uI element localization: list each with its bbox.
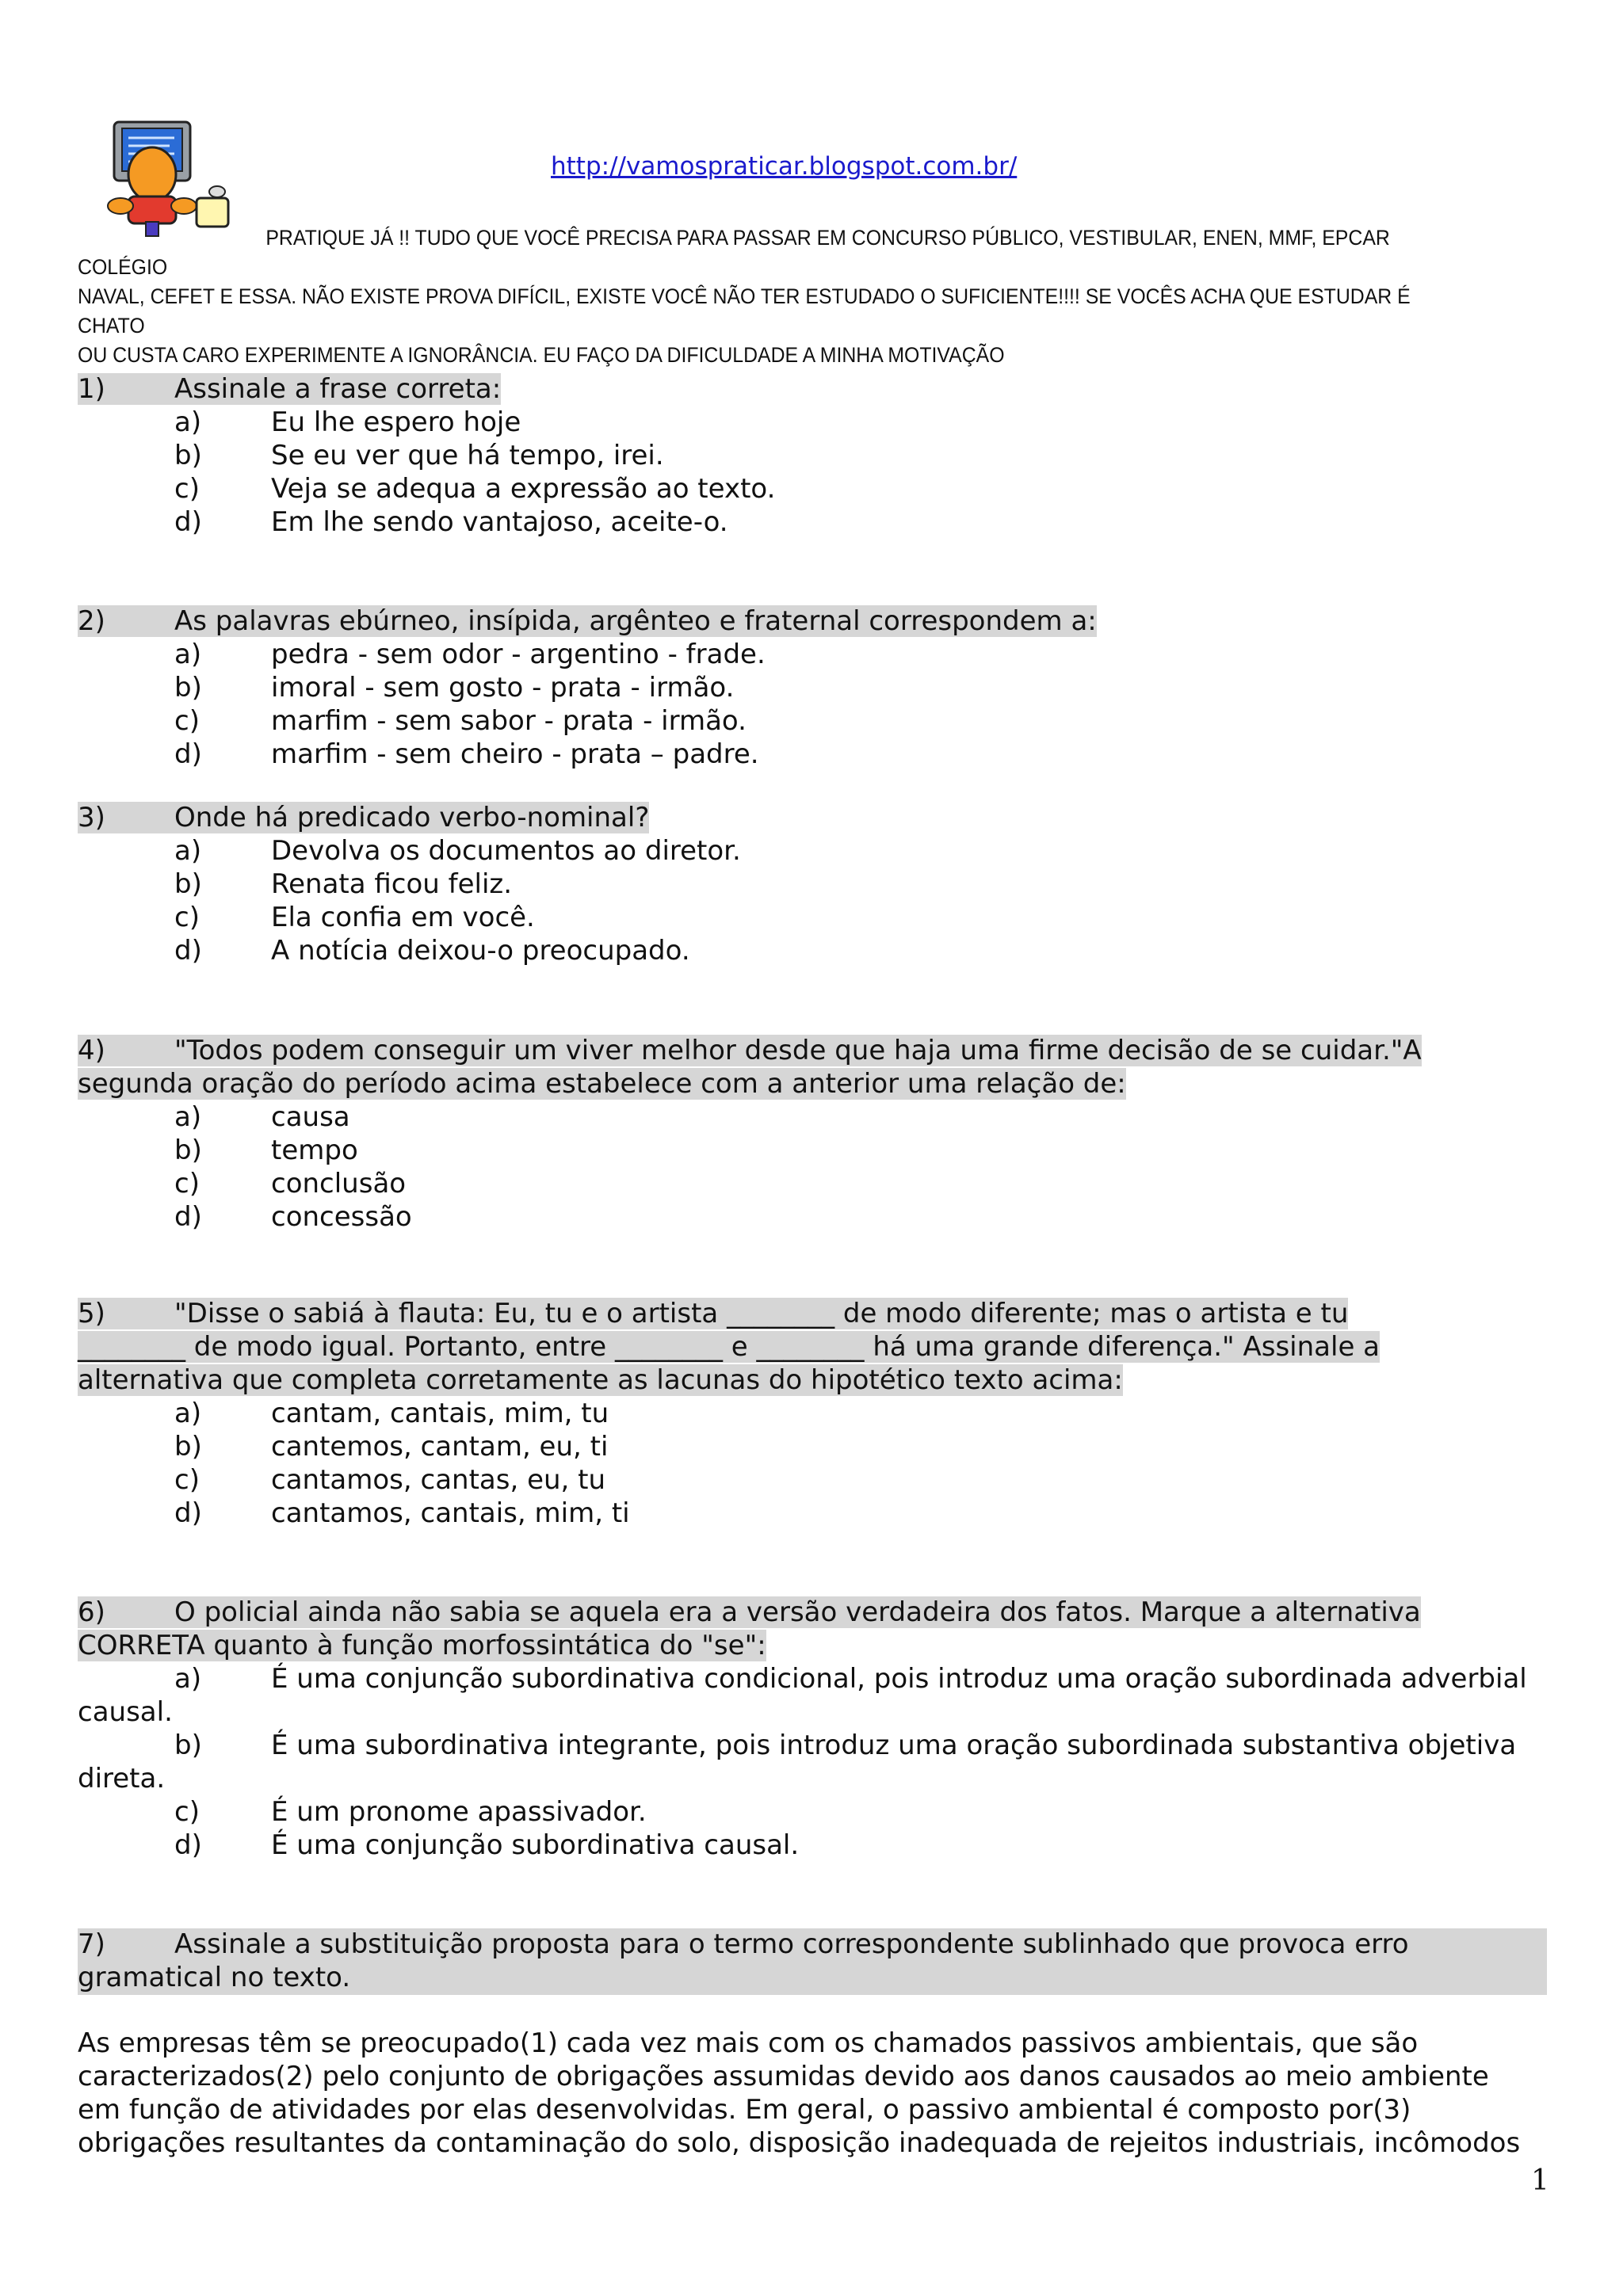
promo-line-2: NAVAL, CEFET E ESSA. NÃO EXISTE PROVA DIFÍCIL, EXISTE VOCÊ NÃO TER ESTUDADO O SUFICIENTE!!!! SE VOCÊS ACHA QUE ESTUDAR É CHATO: [78, 284, 1411, 338]
computer-cartoon-logo: [98, 119, 241, 239]
question-3-stem: 3) Onde há predicado verbo-nominal?: [78, 802, 650, 833]
passage-line-2: caracterizados(2) pelo conjunto de obrigações assumidas devido aos danos causados ao meio ambiente: [78, 2061, 1489, 2092]
question-2: [78, 605, 1097, 771]
question-2-stem: 2) As palavras ebúrneo, insípida, argênteo e fraternal correspondem a:: [78, 605, 1097, 637]
question-1-option-d[interactable]: d) Em lhe sendo vantajoso, aceite-o.: [174, 506, 728, 538]
page-number: 1: [1531, 2164, 1549, 2197]
question-5-stem-line-3: alternativa que completa corretamente as lacunas do hipotético texto acima:: [78, 1364, 1123, 1396]
promo-line-3: OU CUSTA CARO EXPERIMENTE A IGNORÂNCIA. EU FAÇO DA DIFICULDADE A MINHA MOTIVAÇÃO: [78, 343, 1005, 367]
question-6-stem-line-1: 6) O policial ainda não sabia se aquela era a versão verdadeira dos fatos. Marque a alternativa: [78, 1596, 1421, 1628]
question-2-option-d[interactable]: d) marfim - sem cheiro - prata – padre.: [174, 738, 759, 770]
question-1-option-a[interactable]: a) Eu lhe espero hoje: [174, 406, 521, 438]
question-5-option-a[interactable]: a) cantam, cantais, mim, tu: [174, 1398, 609, 1429]
question-3: [78, 801, 741, 967]
question-3-option-c[interactable]: c) Ela confia em você.: [174, 902, 535, 933]
blog-url-link[interactable]: http://vamospraticar.blogspot.com.br/: [551, 152, 1018, 181]
question-4-option-c[interactable]: c) conclusão: [174, 1168, 407, 1199]
question-7-passage: [78, 2027, 1552, 2160]
question-4-option-d[interactable]: d) concessão: [174, 1201, 412, 1233]
question-5-option-b[interactable]: b) cantemos, cantam, eu, ti: [174, 1431, 609, 1463]
question-6-option-b[interactable]: b) É uma subordinativa integrante, pois introduz uma oração subordinada substantiva objetiva direta.: [78, 1730, 1517, 1794]
question-3-option-a[interactable]: a) Devolva os documentos ao diretor.: [174, 835, 741, 867]
question-6-stem-line-2: CORRETA quanto à função morfossintática do "se":: [78, 1630, 766, 1661]
question-1-stem: 1) Assinale a frase correta:: [78, 373, 502, 405]
question-4-stem-line-1: 4) "Todos podem conseguir um viver melhor desde que haja uma firme decisão de se cuidar."A: [78, 1035, 1422, 1066]
passage-line-3: em função de atividades por elas desenvolvidas. Em geral, o passivo ambiental é composto por(3): [78, 2094, 1411, 2126]
passage-line-4: obrigações resultantes da contaminação do solo, disposição inadequada de rejeitos industriais, incômodos: [78, 2127, 1521, 2159]
question-2-option-a[interactable]: a) pedra - sem odor - argentino - frade.: [174, 639, 766, 670]
question-5-stem-line-2: ________ de modo igual. Portanto, entre ________ e ________ há uma grande diferença." Assinale a: [78, 1331, 1381, 1363]
question-1: [78, 372, 775, 539]
question-2-option-c[interactable]: c) marfim - sem sabor - prata - irmão.: [174, 705, 747, 737]
question-7-stem-line-1: 7) Assinale a substituição proposta para o termo correspondente sublinhado que provoca erro: [78, 1928, 1409, 1960]
question-3-option-b[interactable]: b) Renata ficou feliz.: [174, 868, 513, 900]
question-6-option-a[interactable]: a) É uma conjunção subordinativa condicional, pois introduz uma oração subordinada adverbial causal.: [78, 1663, 1527, 1728]
question-5-stem-line-1: 5) "Disse o sabiá à flauta: Eu, tu e o artista ________ de modo diferente; mas o artista e tu: [78, 1298, 1349, 1329]
question-6: [78, 1596, 1527, 1862]
promo-text: [78, 223, 1434, 370]
question-3-option-d[interactable]: d) A notícia deixou-o preocupado.: [174, 935, 690, 967]
question-6-option-d[interactable]: d) É uma conjunção subordinativa causal.: [174, 1829, 800, 1861]
question-4-option-b[interactable]: b) tempo: [174, 1135, 358, 1166]
question-5-option-d[interactable]: d) cantamos, cantais, mim, ti: [174, 1497, 630, 1529]
question-2-option-b[interactable]: b) imoral - sem gosto - prata - irmão.: [174, 672, 735, 704]
question-7-stem-line-2: gramatical no texto.: [78, 1962, 351, 1993]
question-1-option-c[interactable]: c) Veja se adequa a expressão ao texto.: [174, 473, 776, 505]
question-4-option-a[interactable]: a) causa: [174, 1101, 350, 1133]
passage-line-1: As empresas têm se preocupado(1) cada vez mais com os chamados passivos ambientais, que são: [78, 2027, 1419, 2059]
question-1-option-b[interactable]: b) Se eu ver que há tempo, irei.: [174, 440, 664, 471]
question-5: [78, 1297, 1380, 1530]
question-6-option-c[interactable]: c) É um pronome apassivador.: [174, 1796, 647, 1828]
question-4: [78, 1034, 1422, 1234]
question-4-stem-line-2: segunda oração do período acima estabelece com a anterior uma relação de:: [78, 1068, 1126, 1100]
question-7: [78, 1928, 1409, 1994]
promo-line-1: PRATIQUE JÁ !! TUDO QUE VOCÊ PRECISA PARA PASSAR EM CONCURSO PÚBLICO, VESTIBULAR, ENEN, MMF, EPCAR COLÉGIO: [78, 226, 1390, 279]
question-5-option-c[interactable]: c) cantamos, cantas, eu, tu: [174, 1464, 606, 1496]
